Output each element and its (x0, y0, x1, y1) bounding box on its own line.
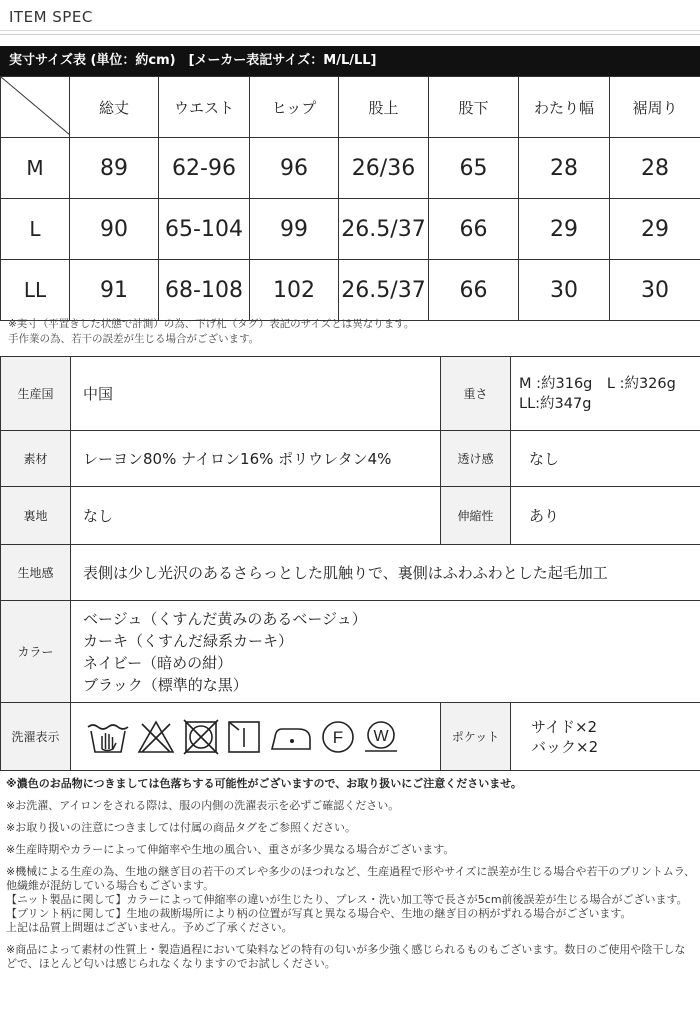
color-item: ネイビー（暗めの紺） (83, 653, 233, 672)
footer-note: ※生産時期やカラーによって伸縮率や生地の風合い、重さが多少異なる場合がございます。 (6, 843, 455, 856)
spec-header (0, 0, 700, 35)
weight-label: 重さ (441, 357, 511, 431)
lining-value: なし (71, 487, 441, 545)
table-cell: 62-96 (159, 138, 250, 199)
table-cell: 26.5/37 (339, 199, 429, 260)
table-corner-cell (1, 77, 70, 138)
corner-diagonal (1, 77, 70, 135)
info-row-material (1, 431, 700, 487)
table-cell: 99 (250, 199, 339, 260)
color-label: カラー (1, 601, 71, 703)
column-header: わたり幅 (519, 77, 610, 138)
size-table (0, 76, 700, 321)
table-cell: 66 (429, 199, 519, 260)
table-cell: 65-104 (159, 199, 250, 260)
column-header: 股下 (429, 77, 519, 138)
no-tumble-dry-icon (182, 719, 220, 755)
line-dry-icon (226, 719, 262, 755)
table-cell: 90 (70, 199, 159, 260)
texture-label: 生地感 (1, 545, 71, 601)
hand-wash-icon (86, 719, 130, 755)
weight-line: M :約316g L :約326g (519, 375, 676, 392)
column-header: 裾周り (610, 77, 700, 138)
table-cell: 28 (519, 138, 610, 199)
wet-clean-letter: W (373, 727, 389, 745)
sheer-value: なし (511, 431, 700, 487)
info-table (0, 356, 700, 771)
weight-line: LL:約347g (519, 395, 592, 412)
stretch-value: あり (511, 487, 700, 545)
origin-label: 生産国 (1, 357, 71, 431)
column-header: ウエスト (159, 77, 250, 138)
table-cell: 30 (519, 260, 610, 321)
material-label: 素材 (1, 431, 71, 487)
table-row (1, 138, 700, 199)
table-row (1, 199, 700, 260)
low-iron-icon (268, 719, 314, 755)
size-table-caption: 実寸サイズ表 (単位：約cm) [メーカー表記サイズ：M/L/LL] (0, 46, 700, 76)
origin-value: 中国 (71, 357, 441, 431)
table-cell: 68-108 (159, 260, 250, 321)
footer-note: ※お洗濯、アイロンをされる際は、服の内側の洗濯表示を必ずご確認ください。 (6, 799, 400, 812)
table-cell: 66 (429, 260, 519, 321)
info-row-origin (1, 357, 700, 431)
lining-label: 裏地 (1, 487, 71, 545)
footer-note: ※お取り扱いの注意につきましては付属の商品タグをご参照ください。 (6, 821, 356, 834)
size-note (8, 317, 698, 347)
table-cell: 102 (250, 260, 339, 321)
table-cell: 28 (610, 138, 700, 199)
table-cell: 89 (70, 138, 159, 199)
color-item: カーキ（くすんだ緑系カーキ） (83, 631, 294, 650)
pocket-label: ポケット (441, 703, 511, 771)
footer-note: ※機械による生産の為、生地の継ぎ目の若干のズレや多少のほつれなど、生産過程で形やサイズに誤差が生じる場合や若干のプリントムラ、他繊維が混紡している場合もございます。 【ニット製品に関して】カラーによって伸縮率の違いが生じたり、プレス・洗い加工等で長さが5cm前後誤差が生じる場合がございます。 【プリント柄に関して】生地の裁断場所により柄の位置が写真と異なる場合や、生地の継ぎ目の柄がずれる場合がございます。 上記は品質上問題はございません。予めご了承ください。 (6, 865, 696, 934)
weight-value (511, 357, 700, 431)
color-list (71, 601, 700, 703)
wash-icons-cell (71, 703, 441, 771)
info-row-wash (1, 703, 700, 771)
color-item: ベージュ（くすんだ黄みのあるベージュ） (83, 609, 367, 628)
size-label: LL (1, 260, 70, 321)
dry-clean-f-icon (320, 719, 356, 755)
table-cell: 91 (70, 260, 159, 321)
table-cell: 26/36 (339, 138, 429, 199)
info-row-texture (1, 545, 700, 601)
material-value: レーヨン80% ナイロン16% ポリウレタン4% (71, 431, 441, 487)
size-table-header-row (1, 77, 700, 138)
size-label: L (1, 199, 70, 260)
table-cell: 29 (519, 199, 610, 260)
table-cell: 26.5/37 (339, 260, 429, 321)
footer-note: ※商品によって素材の性質上・製造過程において染料などの特有の匂いが多少強く感じられるものもございます。数日のご使用や陰干しなどで、ほとんど匂いは感じられなくなりますのでお試しください。 (6, 943, 686, 970)
table-cell: 29 (610, 199, 700, 260)
sheer-label: 透け感 (441, 431, 511, 487)
table-cell: 65 (429, 138, 519, 199)
column-header: 総丈 (70, 77, 159, 138)
column-header: 股上 (339, 77, 429, 138)
wash-label: 洗濯表示 (1, 703, 71, 771)
info-row-lining (1, 487, 700, 545)
wet-clean-w-icon (362, 719, 400, 755)
size-label: M (1, 138, 70, 199)
pocket-value (511, 703, 700, 771)
footer-notes (6, 777, 696, 979)
table-cell: 96 (250, 138, 339, 199)
pocket-line: バック×2 (531, 737, 599, 756)
column-header: ヒップ (250, 77, 339, 138)
no-bleach-icon (136, 719, 176, 755)
texture-value: 表側は少し光沢のあるさらっとした肌触りで、裏側はふわふわとした起毛加工 (71, 545, 700, 601)
color-item: ブラック（標準的な黒） (83, 675, 248, 694)
pocket-line: サイド×2 (531, 717, 598, 736)
table-row (1, 260, 700, 321)
info-row-color (1, 601, 700, 703)
dry-clean-letter: F (332, 727, 344, 747)
footer-note: ※濃色のお品物につきましては色落ちする可能性がございますので、お取り扱いにご注意くださいませ。 (6, 777, 522, 790)
header-divider (0, 30, 700, 31)
size-note-line: 手作業の為、若干の誤差が生じる場合がございます。 (8, 333, 260, 345)
size-note-line: ※実寸（平置きした状態で計測）の為、下げ札（タグ）表記のサイズとは異なります。 (8, 318, 415, 330)
page-title: ITEM SPEC (9, 8, 93, 26)
care-symbols (72, 719, 439, 755)
stretch-label: 伸縮性 (441, 487, 511, 545)
table-cell: 30 (610, 260, 700, 321)
